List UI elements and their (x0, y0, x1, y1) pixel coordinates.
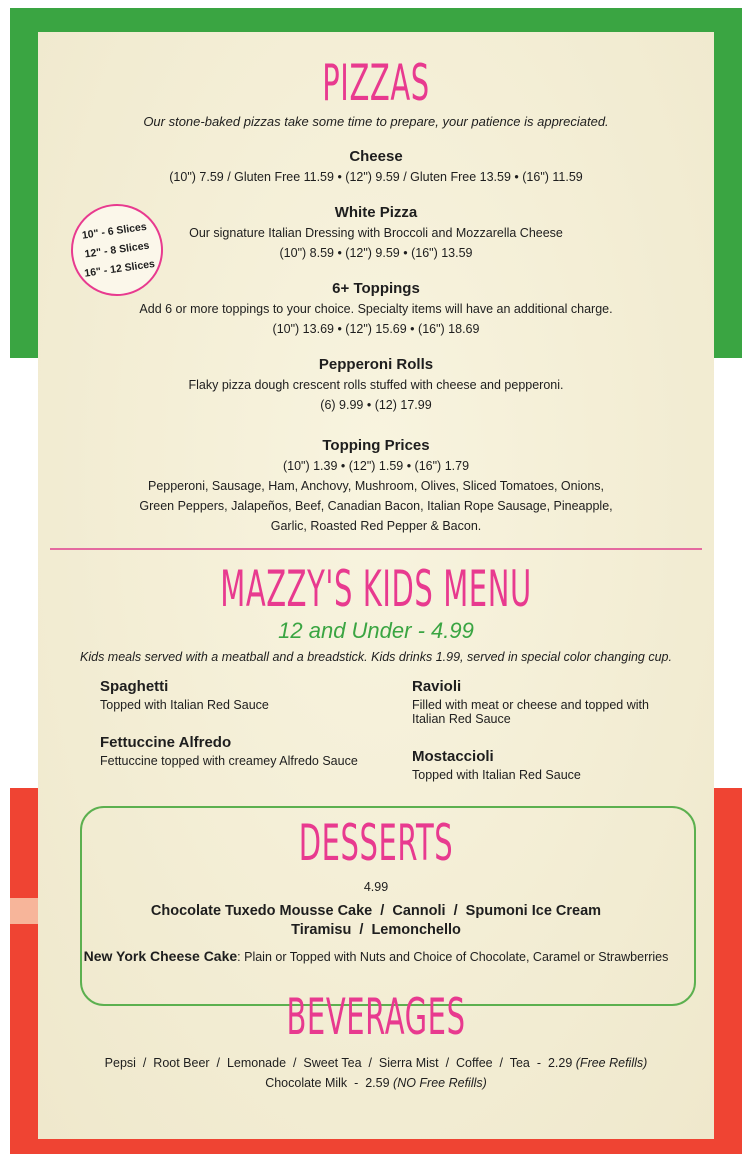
beverages-line-2 (38, 1076, 714, 1090)
beverages-refill-note: (Free Refills) (575, 1056, 648, 1070)
pizza-item-name: Topping Prices (322, 437, 430, 454)
pizzas-note: Our stone-baked pizzas take some time to prepare, your patience is appreciated. (143, 114, 609, 129)
cheesecake-line (38, 948, 714, 964)
beverages-list: Pepsi / Root Beer / Lemonade / Sweet Tea / Sierra Mist / Coffee / Tea - 2.29 (104, 1056, 573, 1070)
cheesecake-desc: : Plain or Topped with Nuts and Choice of Chocolate, Caramel or Strawberries (237, 950, 669, 964)
slices-badge-line: 16" - 12 Slices (83, 257, 156, 280)
beverages-line-1 (38, 1056, 714, 1070)
kids-heading: MAZZY'S KIDS MENU (220, 560, 532, 618)
topping-prices: (10") 1.39 • (12") 1.59 • (16") 1.79 (282, 459, 470, 473)
desserts-heading: DESSERTS (298, 814, 454, 872)
kids-subheading: 12 and Under - 4.99 (278, 618, 474, 643)
pizza-item-desc: Add 6 or more toppings to your choice. Specialty items will have an additional charge. (139, 302, 613, 316)
kids-item-desc: Topped with Italian Red Sauce (412, 768, 581, 782)
kids-item-desc: Fettuccine topped with creamey Alfredo Sauce (100, 754, 358, 768)
kids-item-desc: Italian Red Sauce (412, 712, 511, 726)
desserts-line-2: Tiramisu / Lemonchello (291, 922, 461, 938)
menu-page (38, 32, 714, 1139)
slices-badge-line: 12" - 8 Slices (83, 239, 150, 260)
chocolate-milk-note: (NO Free Refills) (393, 1076, 487, 1090)
pizza-item-name: Pepperoni Rolls (318, 356, 434, 373)
pizza-item-name: 6+ Toppings (332, 280, 420, 297)
kids-left-column (100, 678, 390, 768)
kids-item-desc: Filled with meat or cheese and topped with (412, 698, 649, 712)
desserts-price: 4.99 (363, 880, 389, 894)
pizza-item-price: (10") 7.59 / Gluten Free 11.59 • (12") 9.59 / Gluten Free 13.59 • (16") 11.59 (169, 170, 583, 184)
beverages-heading: BEVERAGES (286, 988, 466, 1046)
slices-badge-line: 10" - 6 Slices (81, 220, 148, 242)
pizza-item-desc: Our signature Italian Dressing with Broccoli and Mozzarella Cheese (189, 226, 563, 240)
kids-item-desc: Topped with Italian Red Sauce (100, 698, 269, 712)
pizzas-heading: PIZZAS (322, 54, 430, 112)
pizza-item-name: Cheese (349, 148, 403, 165)
topping-list-line: Pepperoni, Sausage, Ham, Anchovy, Mushroom, Olives, Sliced Tomatoes, Onions, (147, 479, 604, 493)
section-divider (50, 548, 702, 550)
kids-item-name: Spaghetti (100, 678, 169, 695)
kids-right-column (412, 678, 702, 782)
pizza-item-price: (10") 13.69 • (12") 15.69 • (16") 18.69 (272, 322, 480, 336)
kids-item-name: Mostaccioli (412, 748, 494, 765)
desserts-line-1: Chocolate Tuxedo Mousse Cake / Cannoli / Spumoni Ice Cream (150, 903, 602, 919)
kids-item-name: Fettuccine Alfredo (100, 734, 232, 751)
pizza-item-price: (10") 8.59 • (12") 9.59 • (16") 13.59 (279, 246, 473, 260)
topping-list-line: Garlic, Roasted Red Pepper & Bacon. (270, 519, 482, 533)
kids-note: Kids meals served with a meatball and a breadstick. Kids drinks 1.99, served in special color changing cup. (80, 650, 672, 664)
pizza-item-desc: Flaky pizza dough crescent rolls stuffed with cheese and pepperoni. (188, 378, 564, 392)
pizza-item-price: (6) 9.99 • (12) 17.99 (320, 398, 432, 412)
pizza-item-name: White Pizza (334, 204, 418, 221)
kids-item-name: Ravioli (412, 678, 462, 695)
topping-list-line: Green Peppers, Jalapeños, Beef, Canadian Bacon, Italian Rope Sausage, Pineapple, (139, 499, 613, 513)
cheesecake-name: New York Cheese Cake (83, 948, 238, 964)
chocolate-milk: Chocolate Milk - 2.59 (265, 1076, 390, 1090)
